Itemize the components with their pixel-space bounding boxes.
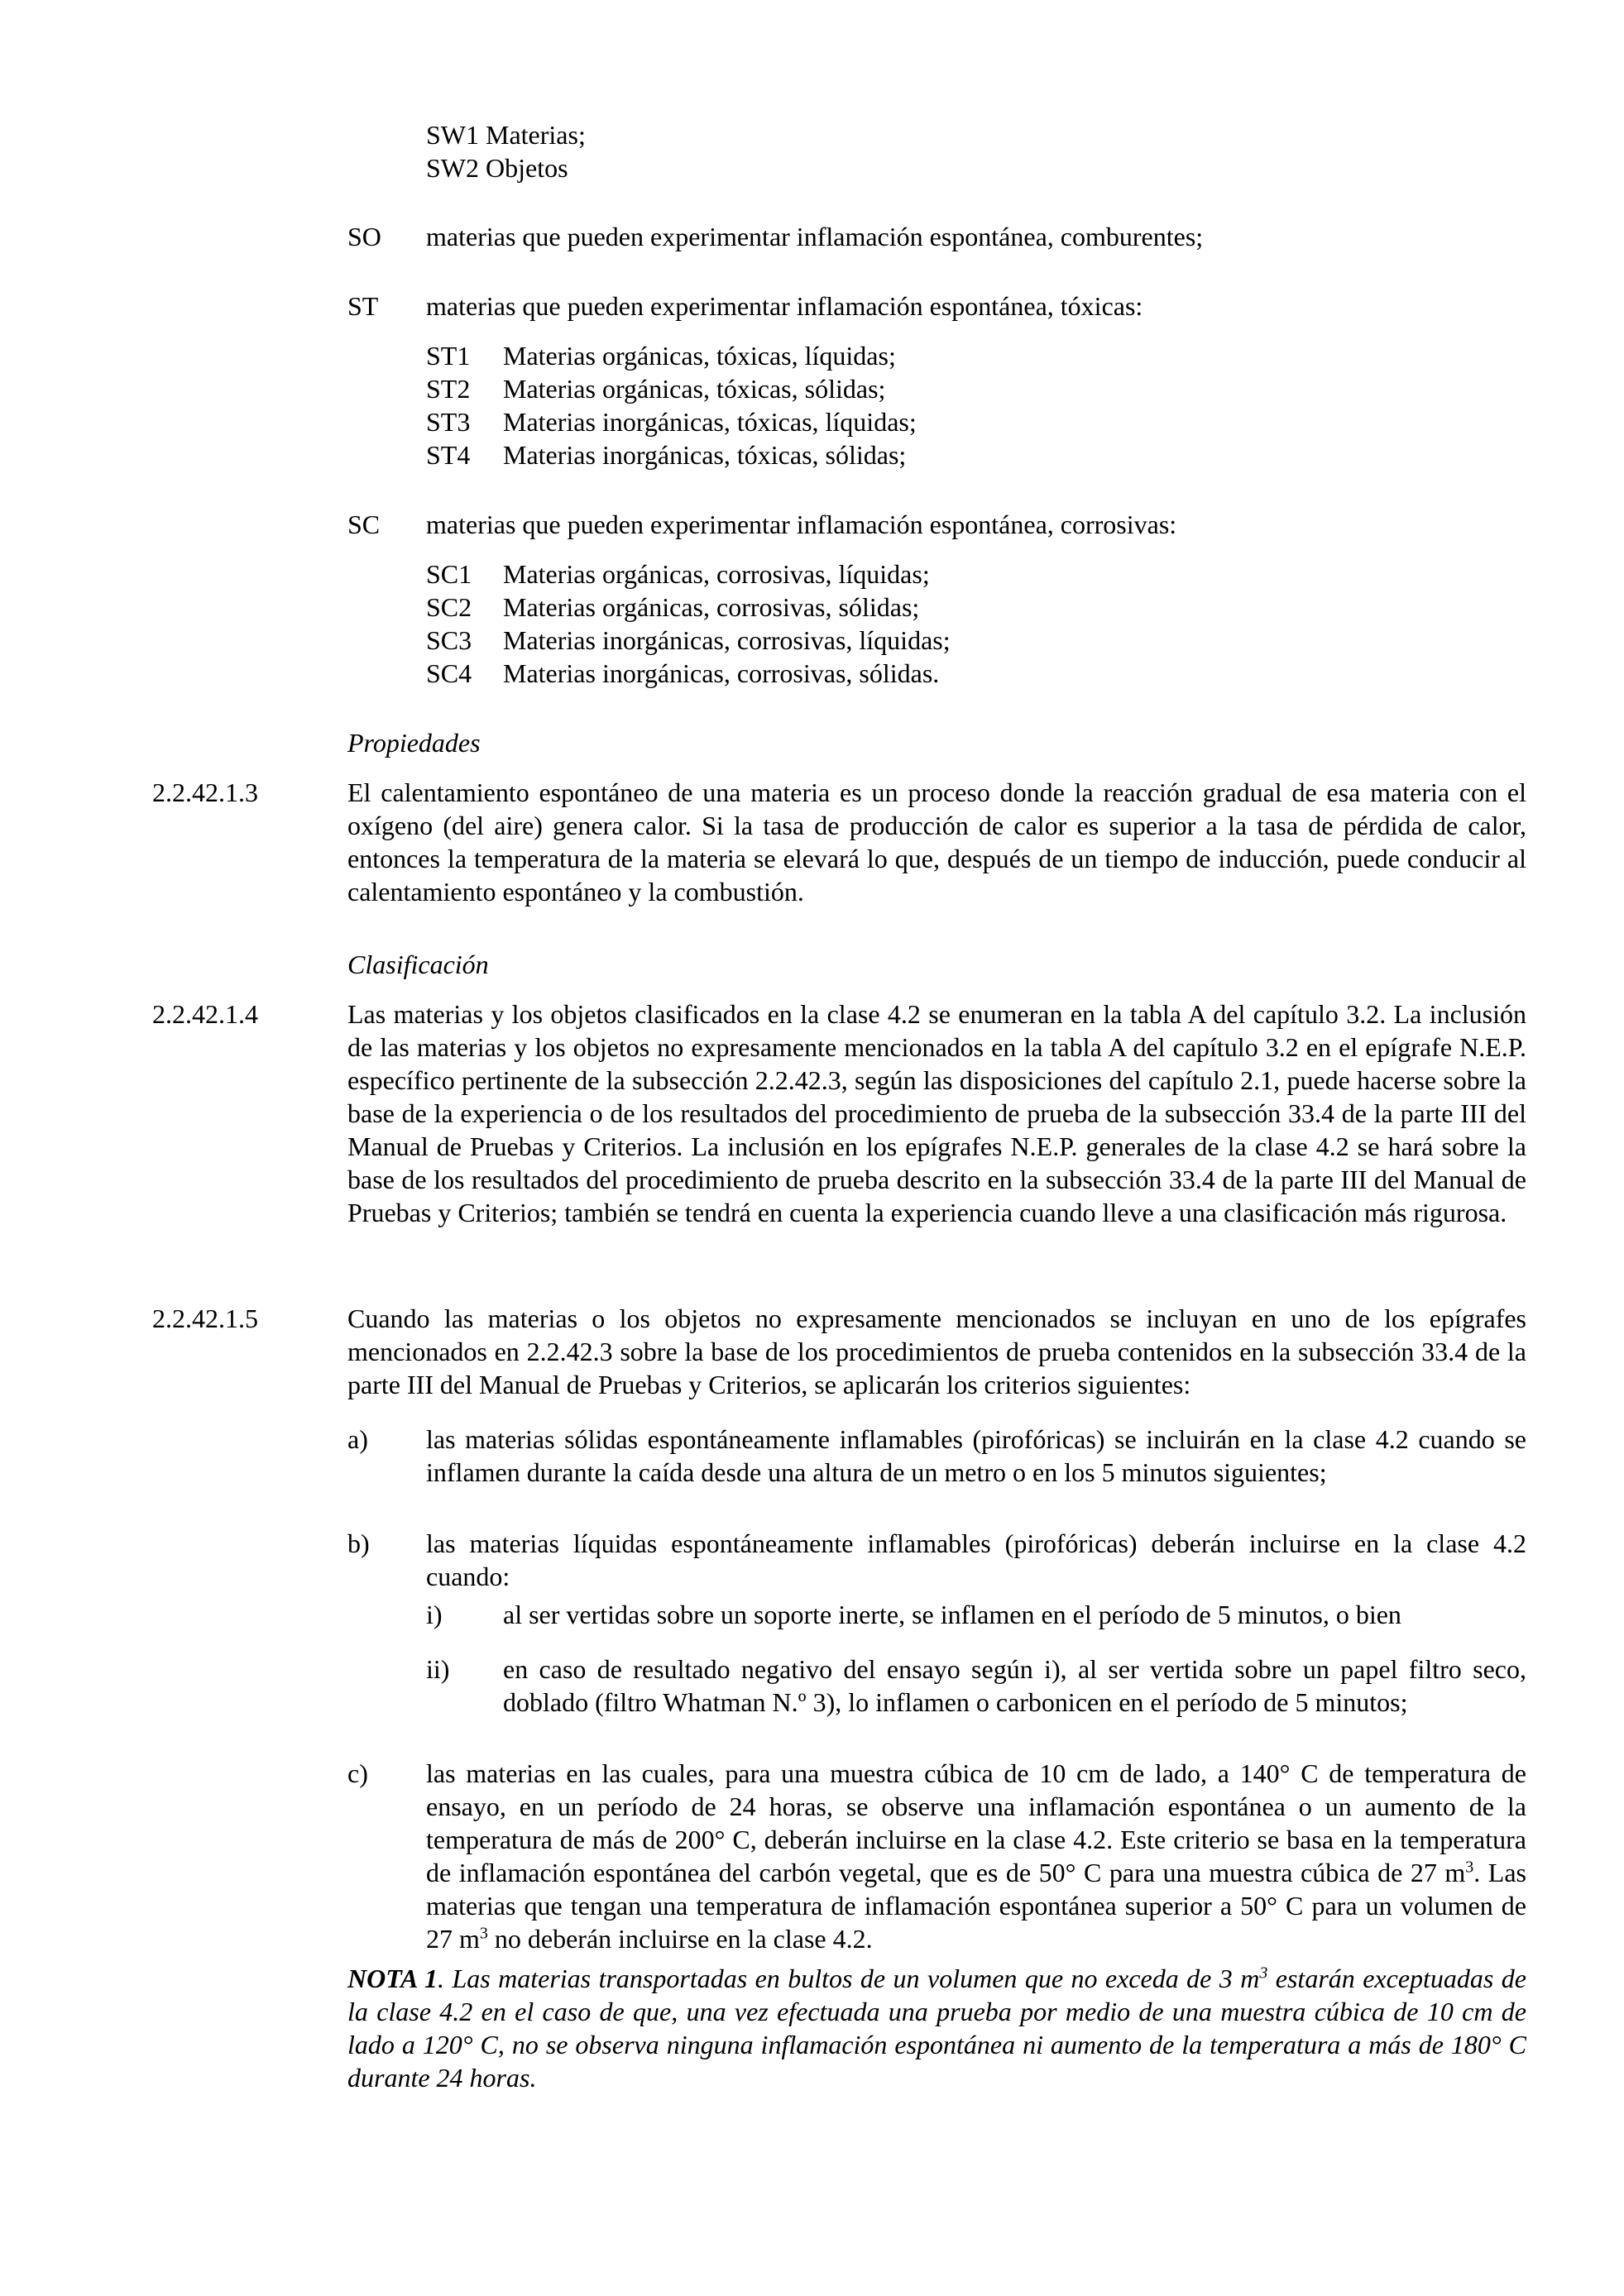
cubic-superscript: 3 — [479, 1924, 488, 1943]
item-b-ii-text: en caso de resultado negativo del ensayo según i), al ser vertida sobre un papel filtro seco, doblado (filtro Whatman N.º 3), lo inflamen o carbonicen en el período de 5 minutos; — [503, 1654, 1526, 1717]
paragraph-number-2-2-42-1-3: 2.2.42.1.3 — [152, 777, 258, 807]
st4-text: Materias inorgánicas, tóxicas, sólidas; — [503, 440, 907, 470]
st3-code: ST3 — [426, 407, 471, 437]
item-c-label: c) — [347, 1758, 368, 1788]
item-a-text: las materias sólidas espontáneamente inflamables (pirofóricas) se incluirán en la clase 4.2 cuando se inflamen durante la caída desde una altura de un metro o en los 5 minutos siguientes; — [426, 1424, 1526, 1487]
sc1-text: Materias orgánicas, corrosivas, líquidas; — [503, 559, 930, 589]
note-text-part1: . Las materias transportadas en bultos de un volumen que no exceda de 3 m — [438, 1964, 1260, 1993]
st-text: materias que pueden experimentar inflamación espontánea, tóxicas: — [426, 291, 1143, 321]
item-c-text — [426, 1757, 1526, 1955]
st4-code: ST4 — [426, 440, 471, 470]
sc-text: materias que pueden experimentar inflamación espontánea, corrosivas: — [426, 509, 1177, 539]
sc3-text: Materias inorgánicas, corrosivas, líquidas; — [503, 625, 951, 655]
sc1-code: SC1 — [426, 559, 472, 589]
so-text: materias que pueden experimentar inflamación espontánea, comburentes; — [426, 222, 1204, 251]
item-c-text-part1: las materias en las cuales, para una muestra cúbica de 10 cm de lado, a 140° C de temperatura de ensayo, en un período de 24 horas, se observe una inflamación espontánea o un aumento de la temperatura de más de 200° C, deberán incluirse en la clase 4.2. Este criterio se basa en la temperatura de inflamación espontánea del carbón vegetal, que es de 50° C para una muestra cúbica de 27 m — [426, 1758, 1526, 1887]
propiedades-heading: Propiedades — [347, 728, 481, 758]
so-code: SO — [347, 222, 381, 251]
sc4-text: Materias inorgánicas, corrosivas, sólidas. — [503, 658, 940, 688]
st1-text: Materias orgánicas, tóxicas, líquidas; — [503, 341, 896, 371]
sc4-code: SC4 — [426, 658, 472, 688]
criteria-intro-paragraph: Cuando las materias o los objetos no expresamente mencionados se incluyan en uno de los epígrafes mencionados en 2.2.42.3 sobre la base de los procedimientos de prueba contenidos en la subsección 33.4 de la parte III del Manual de Pruebas y Criterios, se aplicarán los criterios siguientes: — [347, 1303, 1526, 1399]
propiedades-paragraph: El calentamiento espontáneo de una materia es un proceso donde la reacción gradual de esa materia con el oxígeno (del aire) genera calor. Si la tasa de producción de calor es superior a la tasa de pérdida de calor, entonces la temperatura de la materia se elevará lo que, después de un tiempo de inducción, puede conducir al calentamiento espontáneo y la combustión. — [347, 777, 1526, 906]
item-a-label: a) — [347, 1424, 368, 1454]
sc-code: SC — [347, 509, 381, 539]
clasificacion-paragraph: Las materias y los objetos clasificados en la clase 4.2 se enumeran en la tabla A del capítulo 3.2. La inclusión de las materias y los objetos no expresamente mencionados en la tabla A del capítulo 3.2 en el epígrafe N.E.P. específico pertinente de la subsección 2.2.42.3, según las disposiciones del capítulo 2.1, puede hacerse sobre la base de la experiencia o de los resultados del procedimiento de prueba de la subsección 33.4 de la parte III del Manual de Pruebas y Criterios. La inclusión en los epígrafes N.E.P. generales de la clase 4.2 se hará sobre la base de los resultados del procedimiento de prueba descrito en la subsección 33.4 de la parte III del Manual de Pruebas y Criterios; también se tendrá en cuenta la experiencia cuando lleve a una clasificación más rigurosa. — [347, 999, 1526, 1227]
item-b-ii-label: ii) — [426, 1654, 450, 1684]
item-b-i-text: al ser vertidas sobre un soporte inerte, se inflamen en el período de 5 minutos, o bien — [503, 1600, 1401, 1629]
clasificacion-heading: Clasificación — [347, 949, 489, 979]
sc2-code: SC2 — [426, 592, 472, 622]
item-c-text-part3: no deberán incluirse en la clase 4.2. — [487, 1924, 873, 1954]
note-1 — [347, 1962, 1526, 2094]
note-label: NOTA 1 — [347, 1964, 438, 1993]
st1-code: ST1 — [426, 341, 471, 371]
cubic-superscript: 3 — [1465, 1858, 1474, 1877]
paragraph-number-2-2-42-1-5: 2.2.42.1.5 — [152, 1303, 258, 1333]
item-b-label: b) — [347, 1528, 370, 1558]
item-b-i-label: i) — [426, 1600, 443, 1629]
item-c-text-part2: . Las materias que tengan una temperatura de inflamación espontánea superior a 50° C para un volumen de 27 m — [426, 1858, 1527, 1954]
st2-text: Materias orgánicas, tóxicas, sólidas; — [503, 374, 886, 404]
item-b-text: las materias líquidas espontáneamente inflamables (pirofóricas) deberán incluirse en la clase 4.2 cuando: — [426, 1528, 1526, 1591]
cubic-superscript: 3 — [1259, 1964, 1268, 1983]
sc3-code: SC3 — [426, 625, 472, 655]
sc2-text: Materias orgánicas, corrosivas, sólidas; — [503, 592, 920, 622]
st3-text: Materias inorgánicas, tóxicas, líquidas; — [503, 407, 917, 437]
sw2-item: SW2 Objetos — [426, 153, 568, 183]
paragraph-number-2-2-42-1-4: 2.2.42.1.4 — [152, 999, 258, 1029]
sw1-item: SW1 Materias; — [426, 120, 586, 150]
note-text-part2: estarán exceptuadas de la clase 4.2 en el caso de que, una vez efectuada una prueba por medio de una muestra cúbica de 10 cm de lado a 120° C, no se observa ninguna inflamación espontánea ni aumento de la temperatura a más de 180° C durante 24 horas. — [347, 1964, 1527, 2093]
st2-code: ST2 — [426, 374, 471, 404]
st-code: ST — [347, 291, 379, 321]
